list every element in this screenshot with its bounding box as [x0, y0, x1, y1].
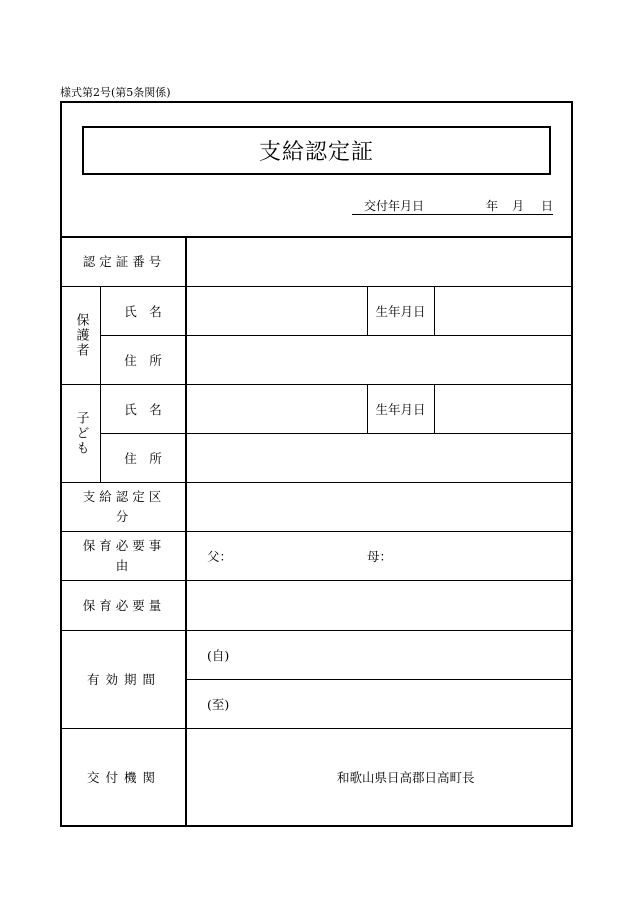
amount-label: 保育必要量 [82, 598, 166, 613]
reason-label-line1: 保育必要事 [82, 537, 166, 553]
guardian-address-value[interactable] [187, 335, 571, 384]
form-number-note: 様式第2号(第5条関係) [60, 86, 171, 99]
guardian-name-label: 氏 名 [124, 303, 162, 319]
cert-number-value[interactable] [187, 236, 571, 286]
certificate-form [60, 101, 573, 827]
validity-label: 有効期間 [86, 672, 161, 687]
child-name-value[interactable] [187, 384, 367, 433]
reason-label-line2: 由 [115, 557, 133, 573]
guardian-birthdate-label: 生年月日 [375, 303, 426, 319]
category-label-line2: 分 [115, 508, 133, 524]
validity-from-field[interactable]: (自) [207, 647, 230, 663]
reason-label [62, 531, 186, 580]
child-address-value[interactable] [187, 433, 571, 482]
child-group-label: 子ども [73, 410, 89, 456]
amount-value[interactable] [187, 580, 571, 630]
issue-year-unit: 年 [486, 199, 499, 213]
issue-date-line [352, 198, 553, 215]
child-address-label: 住 所 [124, 450, 162, 466]
validity-to-field[interactable]: (至) [207, 696, 230, 712]
issuer-value: 和歌山県日高郡日高町長 [337, 769, 475, 785]
issue-month-unit: 月 [512, 199, 525, 213]
child-birthdate-label: 生年月日 [375, 401, 426, 417]
form-header [62, 103, 571, 238]
issue-day-unit: 日 [541, 199, 554, 213]
category-label [62, 482, 186, 531]
cert-number-label: 認定証番号 [82, 254, 166, 269]
guardian-group-label: 保護者 [73, 312, 89, 358]
guardian-address-label: 住 所 [124, 352, 162, 368]
category-value[interactable] [187, 482, 571, 531]
form-title: 支給認定証 [82, 126, 551, 175]
category-label-line1: 支給認定区 [82, 488, 166, 504]
guardian-birthdate-value[interactable] [435, 286, 571, 335]
reason-mother-field[interactable]: 母： [367, 548, 393, 564]
issuer-label: 交付機関 [86, 769, 161, 785]
issue-date-label: 交付年月日 [364, 199, 425, 213]
child-name-label: 氏 名 [124, 401, 162, 417]
reason-father-field[interactable]: 父： [207, 548, 233, 564]
child-birthdate-value[interactable] [435, 384, 571, 433]
guardian-name-value[interactable] [187, 286, 367, 335]
